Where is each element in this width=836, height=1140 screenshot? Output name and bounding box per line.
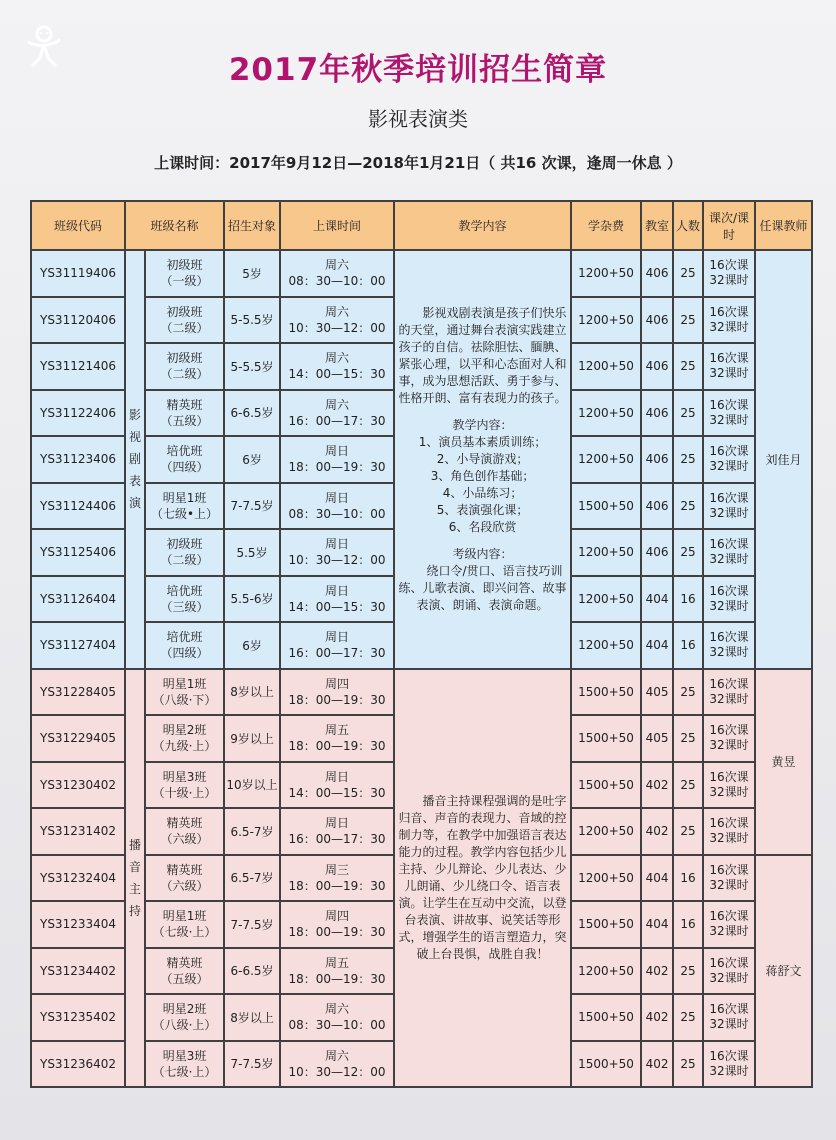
class-day: 周四: [325, 676, 350, 691]
content-spacer: [395, 536, 570, 546]
lesson-sessions: 16次课: [709, 1002, 749, 1017]
class-code: YS31228405: [31, 669, 125, 716]
class-code: YS31235402: [31, 994, 125, 1041]
target-age: 6.5-7岁: [224, 808, 280, 855]
tuition-fee: 1200+50: [571, 343, 641, 390]
class-name-main: 精英班: [166, 397, 203, 412]
class-code: YS31127404: [31, 622, 125, 669]
lesson-count: [703, 250, 755, 297]
tuition-fee: 1200+50: [571, 622, 641, 669]
exam-title: 考级内容：: [452, 546, 513, 561]
lesson-count: [703, 994, 755, 1041]
class-day: 周五: [325, 955, 350, 970]
class-time: [280, 250, 394, 297]
lesson-hours: 32课时: [709, 319, 749, 334]
class-name-main: 明星3班: [162, 769, 207, 784]
classroom: 406: [641, 436, 673, 483]
class-name: [145, 436, 224, 483]
class-name: [145, 297, 224, 344]
lesson-count: [703, 436, 755, 483]
class-name: [145, 576, 224, 623]
tuition-fee: 1500+50: [571, 762, 641, 809]
content-intro: 影视戏剧表演是孩子们快乐的天堂，通过舞台表演实践建立孩子的自信。祛除胆怯、腼腆、紧张心理，以平和心态面对人和事，成为思想活跃、勇于参与、性格开朗、富有表现力的孩子。: [398, 305, 567, 405]
lesson-sessions: 16次课: [709, 909, 749, 924]
class-hours: 16：00—17：30: [288, 413, 386, 428]
class-hours: 18：00—19：30: [288, 925, 386, 940]
content-item: 2、小导演游戏；: [436, 451, 529, 466]
lesson-count: [703, 901, 755, 948]
class-code: YS31125406: [31, 529, 125, 576]
class-time: [280, 483, 394, 530]
lesson-count: [703, 855, 755, 902]
class-time: [280, 1041, 394, 1088]
student-count: 25: [673, 297, 703, 344]
student-count: 25: [673, 1041, 703, 1088]
class-name-level: （九级·上）: [152, 739, 217, 754]
class-name-level: （三级）: [160, 599, 209, 614]
class-name: [145, 483, 224, 530]
lesson-sessions: 16次课: [709, 444, 749, 459]
target-age: 6-6.5岁: [224, 948, 280, 995]
class-name-level: （二级）: [160, 320, 209, 335]
class-code: YS31229405: [31, 715, 125, 762]
lesson-count: [703, 669, 755, 716]
teacher-host-2: 蒋舒文: [755, 855, 812, 1088]
class-hours: 10：30—12：00: [288, 320, 386, 335]
target-age: 7-7.5岁: [224, 1041, 280, 1088]
class-day: 周六: [325, 351, 350, 366]
tuition-fee: 1500+50: [571, 483, 641, 530]
class-name: [145, 343, 224, 390]
class-name-main: 精英班: [166, 862, 203, 877]
classroom: 402: [641, 994, 673, 1041]
lesson-sessions: 16次课: [709, 351, 749, 366]
class-name-main: 培优班: [166, 630, 203, 645]
classroom: 402: [641, 762, 673, 809]
class-time: [280, 390, 394, 437]
classroom: 406: [641, 343, 673, 390]
class-hours: 14：00—15：30: [288, 367, 386, 382]
class-name-main: 精英班: [166, 955, 203, 970]
category-host: [125, 669, 145, 1088]
class-name-main: 明星2班: [162, 723, 207, 738]
target-age: 9岁以上: [224, 715, 280, 762]
lesson-hours: 32课时: [709, 459, 749, 474]
tuition-fee: 1200+50: [571, 529, 641, 576]
class-name-level: （七级·上）: [152, 1064, 217, 1079]
lesson-sessions: 16次课: [709, 258, 749, 273]
class-name-main: 明星1班: [162, 676, 207, 691]
class-name-level: （六级）: [160, 878, 209, 893]
student-count: 25: [673, 250, 703, 297]
lesson-hours: 32课时: [709, 1017, 749, 1032]
lesson-count: [703, 762, 755, 809]
class-day: 周三: [325, 862, 350, 877]
student-count: 25: [673, 715, 703, 762]
header-fee: 学杂费: [571, 201, 641, 250]
lesson-sessions: 16次课: [709, 769, 749, 784]
page-subtitle: 影视表演类: [368, 107, 468, 131]
lesson-hours: 32课时: [709, 784, 749, 799]
class-name-main: 初级班: [166, 304, 203, 319]
classroom: 406: [641, 390, 673, 437]
schedule-note: 上课时间：2017年9月12日—2018年1月21日（ 共16 次课，逢周一休息 ）: [154, 154, 682, 172]
student-count: 25: [673, 994, 703, 1041]
class-name-level: （五级）: [160, 413, 209, 428]
class-name-level: （一级）: [160, 274, 209, 289]
table-row: [31, 669, 812, 716]
content-drama: [394, 250, 571, 669]
class-hours: 10：30—12：00: [288, 1064, 386, 1079]
class-name: [145, 901, 224, 948]
page-title: 2017年秋季培训招生简章: [228, 52, 608, 88]
student-count: 25: [673, 948, 703, 995]
exam-text: 绕口令/贯口、语言技巧训练、儿歌表演、即兴问答、故事表演、朗诵、表演命题。: [398, 563, 567, 612]
content-title: 教学内容：: [452, 417, 513, 432]
class-name: [145, 762, 224, 809]
class-day: 周日: [325, 490, 350, 505]
header-teacher: 任课教师: [755, 201, 812, 250]
class-hours: 18：00—19：30: [288, 460, 386, 475]
class-code: YS31122406: [31, 390, 125, 437]
class-code: YS31119406: [31, 250, 125, 297]
class-name-level: （七级•上）: [150, 506, 219, 521]
classroom: 404: [641, 576, 673, 623]
target-age: 7-7.5岁: [224, 901, 280, 948]
target-age: 5岁: [224, 250, 280, 297]
class-hours: 08：30—10：00: [288, 506, 386, 521]
category-char: 播: [128, 837, 141, 852]
category-char: 演: [128, 496, 141, 511]
tuition-fee: 1500+50: [571, 715, 641, 762]
lesson-count: [703, 948, 755, 995]
class-day: 周日: [325, 444, 350, 459]
lesson-count: [703, 808, 755, 855]
lesson-count: [703, 622, 755, 669]
lesson-count: [703, 297, 755, 344]
class-name-main: 培优班: [166, 444, 203, 459]
class-name-level: （八级·上）: [152, 1018, 217, 1033]
class-day: 周六: [325, 397, 350, 412]
class-name-level: （十级·上）: [152, 785, 217, 800]
lesson-count: [703, 1041, 755, 1088]
content-host-text: 播音主持课程强调的是吐字归音、声音的表现力、音域的控制力等，在教学中加强语言表达能力的过程。教学内容包括少儿主持、少儿辩论、少儿表达、少儿朗诵、少儿绕口令、语言表演。让学生在互动中交流，以登台表演、讲故事、说笑话等形式，增强学生的语言塑造力，突破上台畏惧，战胜自我！: [398, 793, 567, 961]
lesson-hours: 32课时: [709, 691, 749, 706]
class-name: [145, 855, 224, 902]
class-hours: 14：00—15：30: [288, 599, 386, 614]
header-lessons: 课次/课时: [703, 201, 755, 250]
class-code: YS31120406: [31, 297, 125, 344]
tuition-fee: 1200+50: [571, 297, 641, 344]
student-count: 25: [673, 343, 703, 390]
class-time: [280, 855, 394, 902]
class-time: [280, 343, 394, 390]
class-code: YS31123406: [31, 436, 125, 483]
class-name: [145, 622, 224, 669]
lesson-count: [703, 343, 755, 390]
class-time: [280, 715, 394, 762]
lesson-sessions: 16次课: [709, 816, 749, 831]
classroom: 406: [641, 250, 673, 297]
content-host: [394, 669, 571, 1088]
lesson-hours: 32课时: [709, 924, 749, 939]
class-day: 周日: [325, 583, 350, 598]
class-name: [145, 808, 224, 855]
class-hours: 10：30—12：00: [288, 553, 386, 568]
class-time: [280, 901, 394, 948]
student-count: 25: [673, 436, 703, 483]
tuition-fee: 1200+50: [571, 808, 641, 855]
header-name: 班级名称: [125, 201, 224, 250]
class-hours: 14：00—15：30: [288, 785, 386, 800]
student-count: 25: [673, 762, 703, 809]
lesson-sessions: 16次课: [709, 537, 749, 552]
target-age: 6-6.5岁: [224, 390, 280, 437]
class-name: [145, 390, 224, 437]
class-time: [280, 994, 394, 1041]
lesson-count: [703, 483, 755, 530]
class-name-main: 初级班: [166, 537, 203, 552]
class-time: [280, 436, 394, 483]
teacher-drama: 刘佳月: [755, 250, 812, 669]
class-name-main: 明星1班: [162, 490, 207, 505]
class-name-level: （四级）: [160, 460, 209, 475]
class-name: [145, 715, 224, 762]
class-day: 周四: [325, 909, 350, 924]
tuition-fee: 1500+50: [571, 901, 641, 948]
lesson-hours: 32课时: [709, 831, 749, 846]
student-count: 25: [673, 529, 703, 576]
class-day: 周日: [325, 769, 350, 784]
class-name-main: 明星3班: [162, 1048, 207, 1063]
class-name: [145, 250, 224, 297]
target-age: 7-7.5岁: [224, 483, 280, 530]
category-char: 音: [128, 859, 141, 874]
classroom: 406: [641, 483, 673, 530]
header-time: 上课时间: [280, 201, 394, 250]
class-time: [280, 669, 394, 716]
class-hours: 16：00—17：30: [288, 832, 386, 847]
classroom: 405: [641, 715, 673, 762]
class-day: 周六: [325, 258, 350, 273]
class-name: [145, 994, 224, 1041]
table-row: [31, 250, 812, 297]
class-name-main: 精英班: [166, 816, 203, 831]
student-count: 25: [673, 808, 703, 855]
tuition-fee: 1200+50: [571, 576, 641, 623]
class-name-level: （二级）: [160, 553, 209, 568]
target-age: 10岁以上: [224, 762, 280, 809]
header-target: 招生对象: [224, 201, 280, 250]
tuition-fee: 1200+50: [571, 436, 641, 483]
class-name-level: （八级·下）: [152, 692, 217, 707]
lesson-count: [703, 715, 755, 762]
lesson-count: [703, 529, 755, 576]
lesson-sessions: 16次课: [709, 630, 749, 645]
content-spacer: [395, 407, 570, 417]
target-age: 8岁以上: [224, 669, 280, 716]
lesson-count: [703, 576, 755, 623]
lesson-sessions: 16次课: [709, 397, 749, 412]
header-code: 班级代码: [31, 201, 125, 250]
class-name-level: （二级）: [160, 367, 209, 382]
tuition-fee: 1500+50: [571, 1041, 641, 1088]
category-char: 主: [128, 881, 141, 896]
class-day: 周五: [325, 723, 350, 738]
category-char: 剧: [128, 452, 141, 467]
class-name: [145, 948, 224, 995]
class-name-main: 明星1班: [162, 909, 207, 924]
target-age: 6岁: [224, 436, 280, 483]
class-time: [280, 948, 394, 995]
tuition-fee: 1200+50: [571, 948, 641, 995]
class-hours: 18：00—19：30: [288, 971, 386, 986]
student-count: 16: [673, 901, 703, 948]
table-header-row: [31, 201, 812, 250]
target-age: 8岁以上: [224, 994, 280, 1041]
class-name: [145, 669, 224, 716]
lesson-hours: 32课时: [709, 552, 749, 567]
classroom: 405: [641, 669, 673, 716]
student-count: 16: [673, 855, 703, 902]
class-time: [280, 576, 394, 623]
class-day: 周日: [325, 816, 350, 831]
class-name: [145, 1041, 224, 1088]
class-code: YS31124406: [31, 483, 125, 530]
class-code: YS31233404: [31, 901, 125, 948]
class-time: [280, 297, 394, 344]
class-day: 周六: [325, 1048, 350, 1063]
classroom: 404: [641, 855, 673, 902]
target-age: 6.5-7岁: [224, 855, 280, 902]
content-item: 3、角色创作基础；: [430, 468, 535, 483]
lesson-hours: 32课时: [709, 1063, 749, 1078]
class-code: YS31230402: [31, 762, 125, 809]
class-day: 周日: [325, 537, 350, 552]
classroom: 404: [641, 901, 673, 948]
classroom: 402: [641, 808, 673, 855]
target-age: 5.5-6岁: [224, 576, 280, 623]
class-name-main: 明星2班: [162, 1002, 207, 1017]
lesson-sessions: 16次课: [709, 862, 749, 877]
lesson-hours: 32课时: [709, 412, 749, 427]
class-name-main: 初级班: [166, 351, 203, 366]
class-code: YS31121406: [31, 343, 125, 390]
class-hours: 08：30—10：00: [288, 1018, 386, 1033]
category-char: 视: [128, 430, 141, 445]
class-code: YS31234402: [31, 948, 125, 995]
target-age: 5-5.5岁: [224, 297, 280, 344]
class-name-level: （四级）: [160, 646, 209, 661]
target-age: 5.5岁: [224, 529, 280, 576]
tuition-fee: 1200+50: [571, 250, 641, 297]
class-day: 周六: [325, 1002, 350, 1017]
class-day: 周六: [325, 304, 350, 319]
lesson-sessions: 16次课: [709, 676, 749, 691]
lesson-sessions: 16次课: [709, 304, 749, 319]
class-hours: 18：00—19：30: [288, 692, 386, 707]
tuition-fee: 1200+50: [571, 855, 641, 902]
student-count: 16: [673, 576, 703, 623]
content-item: 5、表演强化课；: [436, 502, 529, 517]
lesson-hours: 32课时: [709, 366, 749, 381]
course-table: [30, 200, 813, 1088]
class-code: YS31126404: [31, 576, 125, 623]
classroom: 406: [641, 297, 673, 344]
class-hours: 08：30—10：00: [288, 274, 386, 289]
classroom: 406: [641, 529, 673, 576]
classroom: 404: [641, 622, 673, 669]
class-code: YS31231402: [31, 808, 125, 855]
tuition-fee: 1500+50: [571, 994, 641, 1041]
lesson-hours: 32课时: [709, 645, 749, 660]
class-name-level: （六级）: [160, 832, 209, 847]
target-age: 6岁: [224, 622, 280, 669]
tuition-fee: 1500+50: [571, 669, 641, 716]
class-hours: 18：00—19：30: [288, 878, 386, 893]
class-time: [280, 622, 394, 669]
class-name-level: （七级·上）: [152, 925, 217, 940]
lesson-hours: 32课时: [709, 505, 749, 520]
class-time: [280, 529, 394, 576]
lesson-sessions: 16次课: [709, 723, 749, 738]
class-name-main: 培优班: [166, 583, 203, 598]
lesson-count: [703, 390, 755, 437]
class-day: 周日: [325, 630, 350, 645]
category-drama: [125, 250, 145, 669]
lesson-hours: 32课时: [709, 738, 749, 753]
content-item: 6、名段欣赏: [448, 519, 517, 534]
class-hours: 18：00—19：30: [288, 739, 386, 754]
class-code: YS31232404: [31, 855, 125, 902]
teacher-host-1: 黄昱: [755, 669, 812, 855]
content-item: 4、小品练习；: [442, 485, 523, 500]
student-count: 25: [673, 669, 703, 716]
lesson-sessions: 16次课: [709, 583, 749, 598]
classroom: 402: [641, 948, 673, 995]
class-time: [280, 808, 394, 855]
class-name-level: （五级）: [160, 971, 209, 986]
student-count: 25: [673, 483, 703, 530]
header-content: 教学内容: [394, 201, 571, 250]
lesson-hours: 32课时: [709, 877, 749, 892]
category-char: 影: [128, 408, 141, 423]
class-name-main: 初级班: [166, 258, 203, 273]
class-time: [280, 762, 394, 809]
target-age: 5-5.5岁: [224, 343, 280, 390]
content-item: 1、演员基本素质训练；: [418, 434, 547, 449]
header-count: 人数: [673, 201, 703, 250]
class-hours: 16：00—17：30: [288, 646, 386, 661]
lesson-sessions: 16次课: [709, 955, 749, 970]
class-name: [145, 529, 224, 576]
student-count: 25: [673, 390, 703, 437]
category-char: 持: [128, 903, 141, 918]
classroom: 402: [641, 1041, 673, 1088]
student-count: 16: [673, 622, 703, 669]
category-char: 表: [128, 474, 141, 489]
lesson-sessions: 16次课: [709, 1048, 749, 1063]
class-code: YS31236402: [31, 1041, 125, 1088]
lesson-hours: 32课时: [709, 970, 749, 985]
lesson-hours: 32课时: [709, 273, 749, 288]
tuition-fee: 1200+50: [571, 390, 641, 437]
header-room: 教室: [641, 201, 673, 250]
lesson-hours: 32课时: [709, 598, 749, 613]
lesson-sessions: 16次课: [709, 490, 749, 505]
